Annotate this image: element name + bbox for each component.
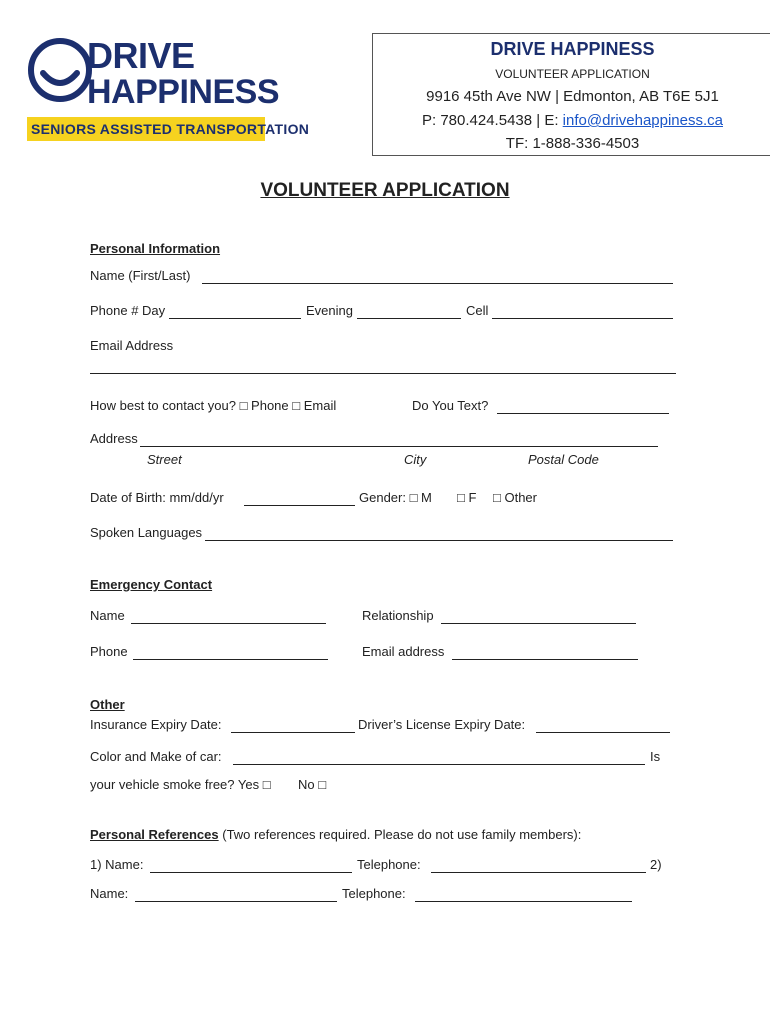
car-color-make-field[interactable] xyxy=(233,764,645,765)
header-contact-box xyxy=(372,33,770,156)
text-question-field[interactable] xyxy=(497,413,669,414)
reference1-name-field[interactable] xyxy=(150,872,352,873)
car-color-make-label: Color and Make of car: xyxy=(90,749,222,764)
header-email-link[interactable]: info@drivehappiness.ca xyxy=(562,112,723,129)
emergency-name-field[interactable] xyxy=(131,623,326,624)
address-field[interactable] xyxy=(140,446,658,447)
header-tollfree: TF: 1-888-336-4503 xyxy=(505,135,640,152)
header-org-name: DRIVE HAPPINESS xyxy=(490,39,655,59)
evening-field[interactable] xyxy=(357,318,461,319)
logo-word-happiness: HAPPINESS xyxy=(87,73,279,111)
section-other: Other xyxy=(90,697,125,712)
text-question-label: Do You Text? xyxy=(412,398,489,413)
reference1-telephone-field[interactable] xyxy=(431,872,646,873)
header-phone: P: 780.424.5438 | E: xyxy=(422,112,563,129)
logo-word-drive: DRIVE xyxy=(87,35,195,76)
name-label: Name (First/Last) xyxy=(90,268,191,283)
is-word: Is xyxy=(650,749,661,764)
section-emergency-contact: Emergency Contact xyxy=(90,577,213,592)
reference2-telephone-label: Telephone: xyxy=(342,886,406,901)
postal-code-caption: Postal Code xyxy=(528,452,599,467)
reference1-name-label: 1) Name: xyxy=(90,857,144,872)
dob-label: Date of Birth: mm/dd/yr xyxy=(90,490,224,505)
drive-happiness-logo xyxy=(27,35,310,145)
relationship-field[interactable] xyxy=(441,623,636,624)
insurance-expiry-label: Insurance Expiry Date: xyxy=(90,717,222,732)
smoke-free-no-option[interactable]: No □ xyxy=(298,777,327,792)
references-heading-line xyxy=(90,827,581,842)
reference2-name-field[interactable] xyxy=(135,901,337,902)
smoke-free-yes-option[interactable]: your vehicle smoke free? Yes □ xyxy=(90,777,271,792)
page-title: VOLUNTEER APPLICATION xyxy=(260,180,510,201)
license-expiry-field[interactable] xyxy=(536,732,670,733)
section-personal-references: Personal References xyxy=(90,827,219,842)
header-subtitle: VOLUNTEER APPLICATION xyxy=(495,67,650,81)
license-expiry-label: Driver’s License Expiry Date: xyxy=(358,717,526,732)
reference1-telephone-label: Telephone: xyxy=(357,857,421,872)
email-address-field[interactable] xyxy=(90,373,676,374)
section-personal-information: Personal Information xyxy=(90,241,221,256)
reference2-name-label: Name: xyxy=(90,886,129,901)
logo-tagline: SENIORS ASSISTED TRANSPORTATION xyxy=(31,121,310,137)
insurance-expiry-field[interactable] xyxy=(231,732,355,733)
street-caption: Street xyxy=(147,452,182,467)
cell-label: Cell xyxy=(466,303,489,318)
header-contact-line xyxy=(373,112,770,129)
reference2-telephone-field[interactable] xyxy=(415,901,632,902)
emergency-email-label: Email address xyxy=(362,644,445,659)
header-address: 9916 45th Ave NW | Edmonton, AB T6E 5J1 xyxy=(426,88,719,105)
evening-label: Evening xyxy=(306,303,353,318)
emergency-phone-label: Phone xyxy=(90,644,128,659)
gender-female-option[interactable]: □ F xyxy=(457,490,477,505)
phone-day-label: Phone # Day xyxy=(90,303,166,318)
spoken-languages-field[interactable] xyxy=(205,540,673,541)
spoken-languages-label: Spoken Languages xyxy=(90,525,203,540)
logo-tagline-band xyxy=(27,117,310,141)
reference2-number: 2) xyxy=(650,857,662,872)
cell-field[interactable] xyxy=(492,318,673,319)
city-caption: City xyxy=(404,452,427,467)
gender-other-option[interactable]: □ Other xyxy=(493,490,537,505)
relationship-label: Relationship xyxy=(362,608,434,623)
name-field[interactable] xyxy=(202,283,673,284)
references-note: (Two references required. Please do not use family members): xyxy=(218,827,582,842)
dob-field[interactable] xyxy=(244,505,355,506)
address-label: Address xyxy=(90,431,138,446)
title-wrap xyxy=(0,180,770,202)
email-address-label: Email Address xyxy=(90,338,174,353)
phone-day-field[interactable] xyxy=(169,318,301,319)
gender-male-option[interactable]: Gender: □ M xyxy=(359,490,432,505)
emergency-email-field[interactable] xyxy=(452,659,638,660)
contact-preference[interactable]: How best to contact you? □ Phone □ Email xyxy=(90,398,337,413)
emergency-name-label: Name xyxy=(90,608,125,623)
emergency-phone-field[interactable] xyxy=(133,659,328,660)
